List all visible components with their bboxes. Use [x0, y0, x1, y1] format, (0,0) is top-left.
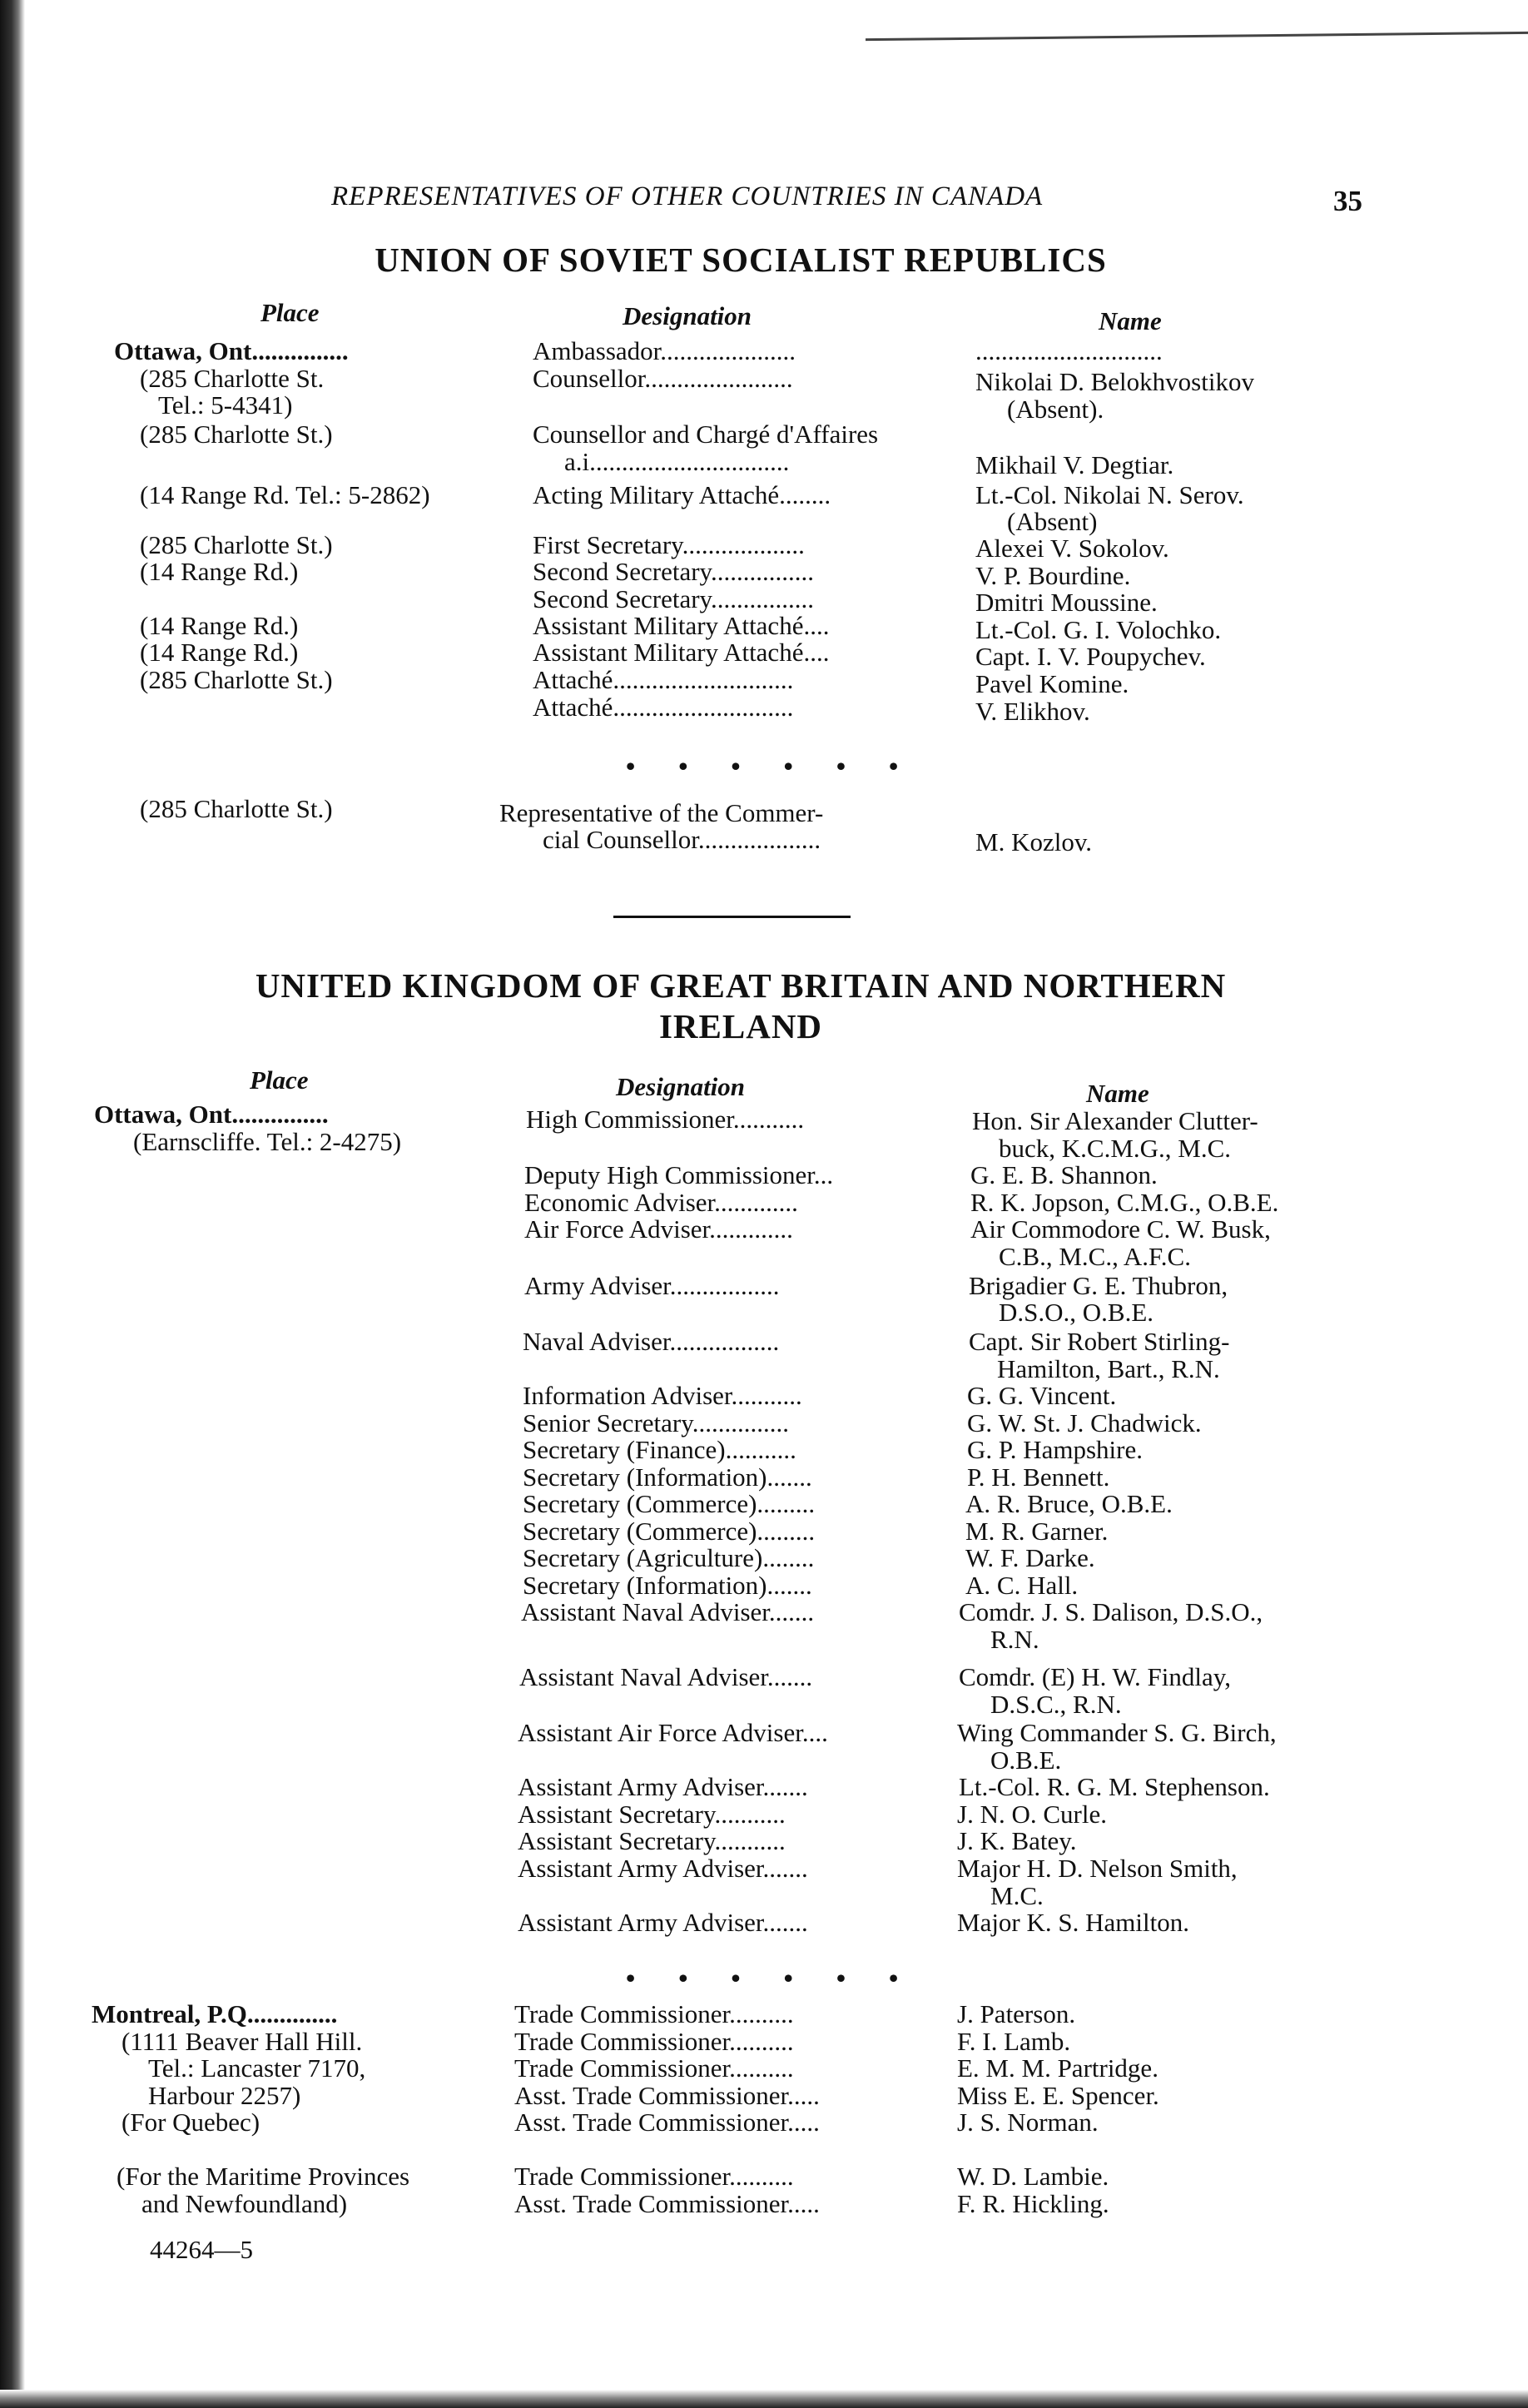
designation-line: Secretary (Agriculture)........ [523, 1543, 815, 1572]
designation-line: Assistant Naval Adviser....... [519, 1662, 813, 1691]
name-line: (Absent) [1007, 507, 1098, 536]
place-line: (285 Charlotte St.) [140, 794, 333, 823]
name-line: A. C. Hall. [965, 1571, 1079, 1600]
name-line: ............................. [975, 336, 1163, 365]
designation-line: Trade Commissioner.......... [514, 2053, 794, 2083]
name-line: W. F. Darke. [965, 1543, 1095, 1572]
name-line: P. H. Bennett. [967, 1462, 1110, 1492]
name-line: G. E. B. Shannon. [970, 1160, 1158, 1189]
place-line: (285 Charlotte St.) [140, 530, 333, 559]
name-line: G. G. Vincent. [967, 1381, 1117, 1410]
name-line: Comdr. J. S. Dalison, D.S.O., [959, 1597, 1263, 1626]
name-line: Comdr. (E) H. W. Findlay, [959, 1662, 1231, 1691]
name-line: R. K. Jopson, C.M.G., O.B.E. [970, 1188, 1279, 1217]
designation-line: Attaché............................ [533, 693, 794, 722]
name-line: Lt.-Col. Nikolai N. Serov. [975, 480, 1244, 509]
name-line: Nikolai D. Belokhvostikov [975, 367, 1254, 396]
name-line: Hamilton, Bart., R.N. [997, 1354, 1220, 1383]
name-line: Miss E. E. Spencer. [957, 2081, 1159, 2110]
uk-header-place: Place [250, 1065, 309, 1095]
place-line: (285 Charlotte St. [140, 364, 325, 393]
designation-line: Secretary (Commerce)......... [523, 1489, 816, 1518]
name-line: Air Commodore C. W. Busk, [970, 1214, 1271, 1244]
designation-line: Naval Adviser................. [523, 1327, 780, 1356]
designation-line: Secretary (Information)....... [523, 1462, 812, 1492]
name-line: D.S.O., O.B.E. [999, 1298, 1154, 1327]
place-line: (14 Range Rd.) [140, 638, 299, 667]
designation-line: Ambassador..................... [533, 336, 796, 365]
page-number: 35 [1333, 185, 1362, 217]
running-head: REPRESENTATIVES OF OTHER COUNTRIES IN CANADA [331, 181, 1044, 211]
designation-line: cial Counsellor................... [543, 825, 821, 854]
designation-line: Counsellor....................... [533, 364, 793, 393]
name-line: V. P. Bourdine. [975, 561, 1131, 590]
section-title-uk-line2: IRELAND [658, 1007, 823, 1046]
uk-separator-dots: • • • • • • [626, 1963, 917, 1993]
place-line: (Earnscliffe. Tel.: 2-4275) [133, 1127, 402, 1156]
place-line: Montreal, P.Q.............. [92, 1999, 338, 2028]
designation-line: Second Secretary................ [533, 584, 815, 613]
designation-line: Second Secretary................ [533, 557, 815, 586]
page-left-edge-shadow [0, 0, 25, 2408]
designation-line: Asst. Trade Commissioner..... [514, 2189, 820, 2218]
name-line: G. P. Hampshire. [967, 1435, 1143, 1464]
place-line: (285 Charlotte St.) [140, 420, 333, 449]
place-line: (14 Range Rd. Tel.: 5-2862) [140, 480, 430, 509]
page-bottom-edge-shadow [0, 2390, 1528, 2408]
name-line: Dmitri Moussine. [975, 588, 1158, 617]
designation-line: Trade Commissioner.......... [514, 2027, 794, 2056]
place-line: Ottawa, Ont............... [114, 336, 349, 365]
designation-line: Assistant Army Adviser....... [518, 1772, 808, 1801]
place-line: (285 Charlotte St.) [140, 665, 333, 694]
designation-line: Information Adviser........... [523, 1381, 802, 1410]
place-line: Harbour 2257) [148, 2081, 301, 2110]
name-line: A. R. Bruce, O.B.E. [965, 1489, 1173, 1518]
designation-line: Assistant Secretary........... [518, 1826, 786, 1855]
name-line: Brigadier G. E. Thubron, [969, 1271, 1228, 1300]
name-line: J. N. O. Curle. [957, 1800, 1107, 1829]
name-line: M.C. [990, 1881, 1044, 1910]
ussr-header-place: Place [260, 298, 320, 327]
name-line: Mikhail V. Degtiar. [975, 450, 1174, 479]
name-line: G. W. St. J. Chadwick. [967, 1408, 1202, 1437]
designation-line: High Commissioner........... [526, 1105, 805, 1134]
designation-line: Deputy High Commissioner... [524, 1160, 834, 1189]
uk-header-designation: Designation [616, 1072, 746, 1101]
place-line: Ottawa, Ont............... [94, 1100, 329, 1129]
ussr-header-designation: Designation [623, 301, 752, 330]
designation-line: Trade Commissioner.......... [514, 1999, 794, 2028]
name-line: J. Paterson. [957, 1999, 1076, 2028]
designation-line: Economic Adviser............. [524, 1188, 798, 1217]
designation-line: Assistant Military Attaché.... [533, 611, 830, 640]
designation-line: a.i............................... [564, 447, 790, 476]
name-line: M. R. Garner. [965, 1517, 1109, 1546]
designation-line: Army Adviser................. [524, 1271, 780, 1300]
name-line: W. D. Lambie. [957, 2162, 1109, 2191]
designation-line: Assistant Army Adviser....... [518, 1908, 808, 1937]
name-line: Capt. Sir Robert Stirling- [969, 1327, 1230, 1356]
name-line: D.S.C., R.N. [990, 1690, 1122, 1719]
footer-print-code: 44264—5 [150, 2235, 253, 2264]
name-line: M. Kozlov. [975, 827, 1093, 856]
ussr-header-name: Name [1099, 306, 1162, 335]
ussr-separator-dots: • • • • • • [626, 751, 917, 781]
designation-line: Assistant Air Force Adviser.... [518, 1718, 828, 1747]
place-line: (14 Range Rd.) [140, 557, 299, 586]
designation-line: Assistant Army Adviser....... [518, 1854, 808, 1883]
name-line: V. Elikhov. [975, 697, 1090, 726]
section-divider-rule [613, 916, 851, 918]
name-line: Pavel Komine. [975, 669, 1129, 698]
designation-line: Asst. Trade Commissioner..... [514, 2081, 820, 2110]
designation-line: Representative of the Commer- [499, 798, 824, 827]
place-line: and Newfoundland) [141, 2189, 348, 2218]
name-line: Capt. I. V. Poupychev. [975, 642, 1206, 671]
place-line: Tel.: Lancaster 7170, [148, 2053, 366, 2083]
designation-line: Counsellor and Chargé d'Affaires [533, 420, 879, 449]
name-line: E. M. M. Partridge. [957, 2053, 1158, 2083]
section-title-uk-line1: UNITED KINGDOM OF GREAT BRITAIN AND NORTHERN [255, 966, 1227, 1005]
designation-line: Assistant Military Attaché.... [533, 638, 830, 667]
name-line: J. K. Batey. [957, 1826, 1077, 1855]
name-line: (Absent). [1007, 395, 1104, 424]
section-title-uk [166, 966, 1315, 1047]
designation-line: Air Force Adviser............. [524, 1214, 793, 1244]
page-top-edge [866, 7, 1528, 41]
name-line: Lt.-Col. R. G. M. Stephenson. [959, 1772, 1270, 1801]
name-line: F. R. Hickling. [957, 2189, 1109, 2218]
name-line: Major H. D. Nelson Smith, [957, 1854, 1238, 1883]
designation-line: Acting Military Attaché........ [533, 480, 831, 509]
place-line: (1111 Beaver Hall Hill. [122, 2027, 363, 2056]
name-line: Major K. S. Hamilton. [957, 1908, 1189, 1937]
name-line: J. S. Norman. [957, 2108, 1099, 2137]
place-line: (For Quebec) [122, 2108, 260, 2137]
place-line: (14 Range Rd.) [140, 611, 299, 640]
name-line: Lt.-Col. G. I. Volochko. [975, 615, 1222, 644]
designation-line: Trade Commissioner.......... [514, 2162, 794, 2191]
uk-header-name: Name [1086, 1079, 1149, 1108]
name-line: R.N. [990, 1625, 1039, 1654]
name-line: Alexei V. Sokolov. [975, 534, 1169, 563]
place-line: (For the Maritime Provinces [117, 2162, 410, 2191]
section-title-ussr: UNION OF SOVIET SOCIALIST REPUBLICS [375, 241, 1107, 279]
name-line: C.B., M.C., A.F.C. [999, 1242, 1191, 1271]
designation-line: Secretary (Finance)........... [523, 1435, 796, 1464]
designation-line: Assistant Naval Adviser....... [521, 1597, 815, 1626]
designation-line: Attaché............................ [533, 665, 794, 694]
name-line: buck, K.C.M.G., M.C. [999, 1134, 1232, 1163]
designation-line: Secretary (Information)....... [523, 1571, 812, 1600]
designation-line: Assistant Secretary........... [518, 1800, 786, 1829]
designation-line: First Secretary................... [533, 530, 805, 559]
place-line: Tel.: 5-4341) [158, 390, 293, 420]
name-line: Hon. Sir Alexander Clutter- [972, 1106, 1258, 1135]
name-line: F. I. Lamb. [957, 2027, 1071, 2056]
designation-line: Senior Secretary............... [523, 1408, 789, 1437]
name-line: Wing Commander S. G. Birch, [957, 1718, 1277, 1747]
designation-line: Asst. Trade Commissioner..... [514, 2108, 820, 2137]
designation-line: Secretary (Commerce)......... [523, 1517, 816, 1546]
name-line: O.B.E. [990, 1745, 1062, 1775]
